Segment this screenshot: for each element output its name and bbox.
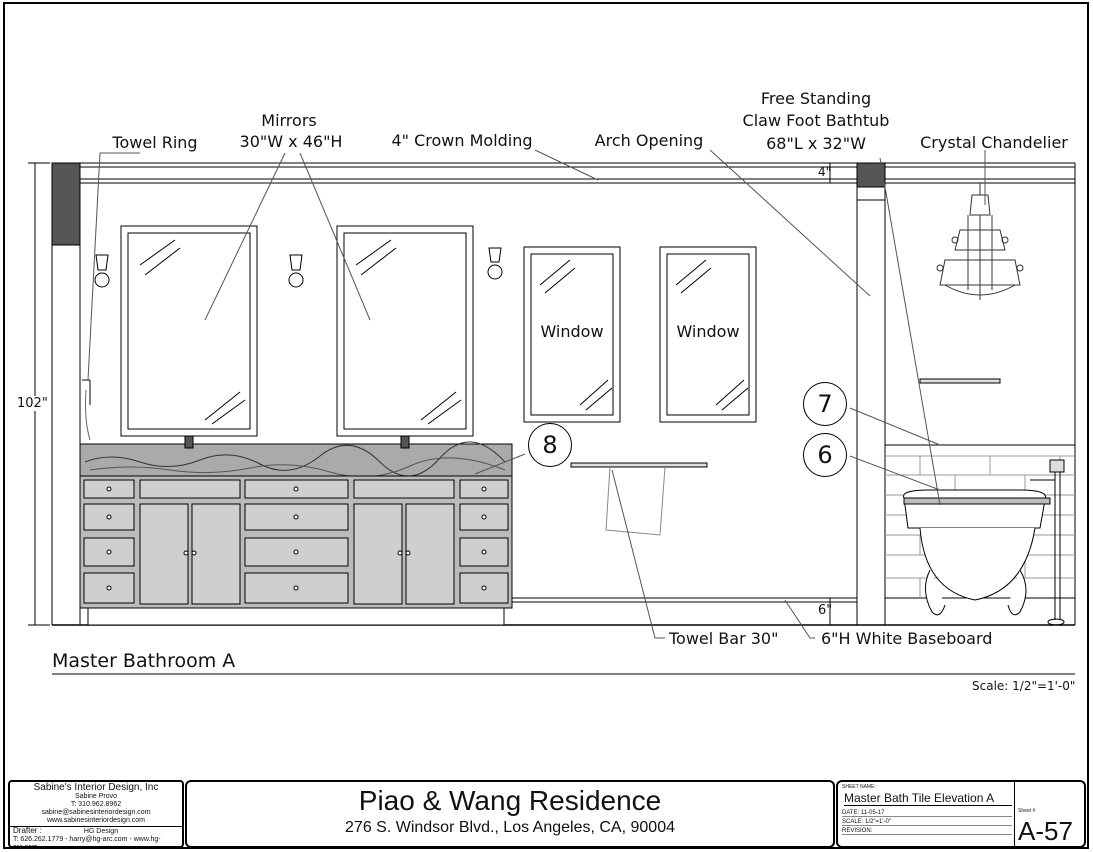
vanity-countertop [80,444,512,476]
sheet-revision: REVISION: [842,828,1012,835]
towel-ring [82,380,90,440]
mirror-right [337,226,473,436]
wall-end-left [52,163,80,245]
bath-shelf [920,379,1000,383]
wall-end-arch [857,163,885,187]
sconce-1 [95,255,109,287]
label-arch-opening: Arch Opening [594,131,704,150]
sheet-scale: SCALE: 1/2"=1'-0" [842,819,1012,826]
callout-8: 8 [528,423,572,467]
chandelier [937,183,1023,300]
drafter-name: HG Design [83,828,119,835]
designer-name: Sabine Provo [74,793,118,800]
crown-molding [80,163,1075,183]
label-dim-height: 102" [17,396,48,411]
sheet-date: DATE: 11-05-17 [842,810,1012,817]
project-address: 276 S. Windsor Blvd., Los Angeles, CA, 90004 [345,819,675,836]
drafter-contact: T: 626.262.1779 - harry@hg-arc.com - www.hg-arc.com [13,836,161,851]
tub-filler [1030,460,1064,625]
label-window-left: Window [540,322,604,341]
drafter-row [10,826,182,851]
label-dim-crown: 4" [818,165,832,179]
sheet-number-label: Sheet # [1018,808,1036,814]
designer-email: sabine@sabinesinteriordesign.com [41,809,151,816]
label-towel-ring: Towel Ring [112,133,198,152]
mirror-left [121,226,257,436]
sheet-number: A-57 [1018,816,1073,846]
towel-bar [571,463,707,535]
label-mirrors-2: 30"W x 46"H [239,132,343,151]
baseboard [512,598,1075,602]
label-towel-bar: Towel Bar 30" [669,629,779,648]
title-block-designer [8,780,184,851]
title-block-project [185,780,835,848]
label-window-right: Window [676,322,740,341]
callout-6: 6 [803,433,847,477]
label-bathtub-2: Claw Foot Bathtub [742,111,890,130]
faucet-left [185,436,193,448]
designer-phone: T: 310.962.8962 [70,801,122,808]
faucet-right [401,436,409,448]
project-name: Piao & Wang Residence [358,785,662,816]
height-dimension [28,163,50,625]
label-bathtub-3: 68"L x 32"W [766,134,866,153]
sheet-name: Master Bath Tile Elevation A [844,791,1012,806]
sconce-3 [488,248,502,279]
label-bathtub-1: Free Standing [760,89,872,108]
drawing-scale: Scale: 1/2"=1'-0" [972,679,1076,693]
clawfoot-bathtub [904,490,1050,615]
sheet-divider [1014,782,1015,846]
label-baseboard: 6"H White Baseboard [821,629,993,648]
label-crown-molding: 4" Crown Molding [391,131,533,150]
sconce-2 [289,255,303,287]
company-name: Sabine's Interior Design, Inc [33,782,159,793]
label-mirrors-1: Mirrors [261,111,317,130]
callout-7: 7 [803,382,847,426]
sheet-name-label: SHEET NAME: [842,784,876,790]
designer-website: www.sabinesinteriordesign.com [46,817,146,824]
label-dim-base: 6" [818,603,833,618]
drawing-title: Master Bathroom A [52,650,236,672]
drafter-label: Drafter : [13,826,42,835]
title-block-sheet [836,780,1086,848]
label-chandelier: Crystal Chandelier [920,133,1068,152]
